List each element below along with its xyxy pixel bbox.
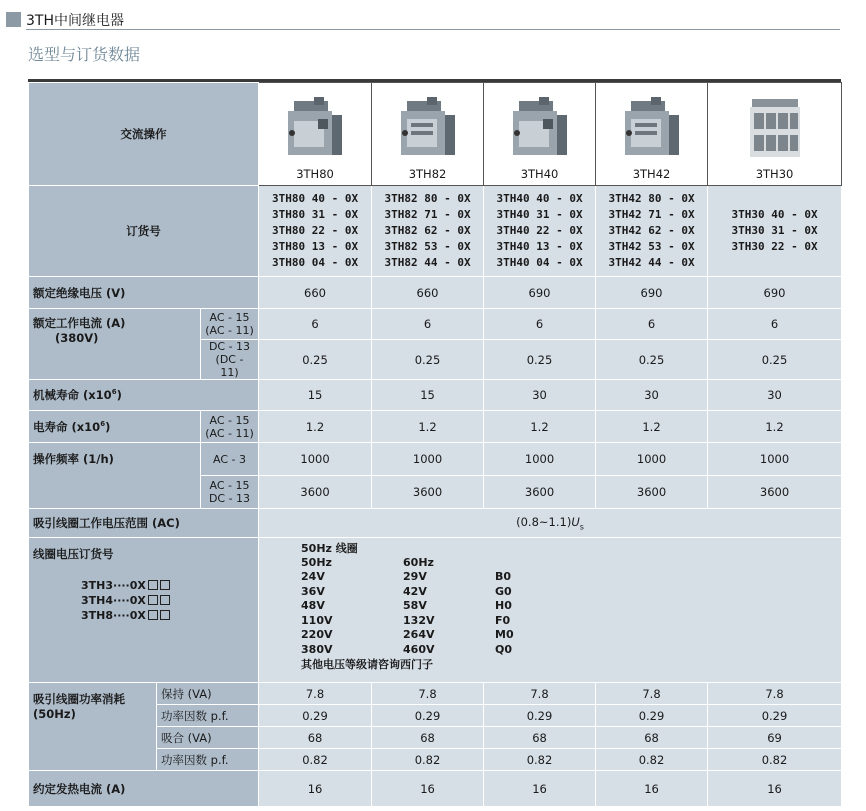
row-thermal-current xyxy=(29,771,842,807)
checkbox-icon xyxy=(148,580,158,590)
order-cell-3th42 xyxy=(596,186,708,277)
voltage-code: B0 xyxy=(495,570,512,583)
label-power-line1: 吸引线圈功率消耗 xyxy=(33,692,125,706)
value-cell: 30 xyxy=(484,380,596,411)
value-cell: 0.82 xyxy=(596,749,708,771)
product-cell-3th40 xyxy=(484,83,596,186)
voltage-code: H0 xyxy=(495,599,512,612)
value-cell: 1.2 xyxy=(259,411,372,443)
value-cell: 16 xyxy=(372,771,484,807)
value-cell: 1000 xyxy=(708,443,842,476)
category-ac3: AC - 3 xyxy=(201,443,259,476)
value-cell: 0.25 xyxy=(484,340,596,380)
label-current xyxy=(29,309,201,380)
value-cell: 0.29 xyxy=(708,705,842,727)
value-cell: 16 xyxy=(259,771,372,807)
order-code: 3TH30 31 - 0X xyxy=(731,224,818,237)
coil-order-values xyxy=(259,538,842,683)
value-cell: 3600 xyxy=(372,476,484,509)
value-cell: 1000 xyxy=(596,443,708,476)
model-label-3th80: 3TH80 xyxy=(296,167,334,181)
row-power-hold xyxy=(29,683,842,705)
coil-head-60hz: 60Hz xyxy=(403,556,434,569)
label-text: ) xyxy=(105,419,111,434)
label-text: ) xyxy=(116,388,122,402)
order-code: 3TH30 22 - 0X xyxy=(731,240,818,253)
range-symbol: U xyxy=(571,514,580,529)
row-frequency-ac3 xyxy=(29,443,842,476)
value-cell: 690 xyxy=(484,277,596,309)
label-insulation-voltage: 额定绝缘电压 (V) xyxy=(29,277,259,309)
section-title: 3TH中间继电器 xyxy=(26,13,124,29)
voltage-code: Q0 xyxy=(495,642,513,656)
order-cell-3th40 xyxy=(484,186,596,277)
row-insulation-voltage xyxy=(29,277,842,309)
order-code: 3TH40 04 - 0X xyxy=(496,256,583,269)
value-cell: 15 xyxy=(372,380,484,411)
row-mechanical-life xyxy=(29,380,842,411)
category-text: (DC - 11) xyxy=(215,353,244,379)
checkbox-icon xyxy=(160,610,170,620)
coil-code-list xyxy=(33,578,254,623)
value-cell: 15 xyxy=(259,380,372,411)
voltage-60: 42V xyxy=(403,584,427,598)
label-coil-order xyxy=(29,538,259,683)
value-cell: 1000 xyxy=(259,443,372,476)
value-cell: 0.82 xyxy=(259,749,372,771)
voltage-code: M0 xyxy=(495,628,514,641)
value-cell: 6 xyxy=(484,309,596,340)
label-text: 机械寿命 (x10 xyxy=(33,388,112,402)
coil-code xyxy=(81,608,254,623)
exponent: 6 xyxy=(111,388,117,397)
section-header xyxy=(6,8,840,30)
header-rule xyxy=(26,29,840,30)
value-cell: 0.25 xyxy=(596,340,708,380)
header-marker-icon xyxy=(6,12,21,27)
category-dc13 xyxy=(201,340,259,380)
product-cell-3th42 xyxy=(596,83,708,186)
voltage-50: 110V xyxy=(301,613,333,627)
order-cell-3th30 xyxy=(708,186,842,277)
coil-code-text: 3TH4····0X xyxy=(81,594,146,607)
coil-order-note: 其他电压等级请咨询西门子 xyxy=(301,658,434,671)
relay-3th80-image xyxy=(284,97,346,159)
value-cell: 6 xyxy=(708,309,842,340)
relay-3th40-image xyxy=(509,97,571,159)
value-cell: 6 xyxy=(596,309,708,340)
value-cell: 16 xyxy=(484,771,596,807)
value-cell: 690 xyxy=(708,277,842,309)
order-code: 3TH40 31 - 0X xyxy=(496,208,583,221)
voltage-50: 380V xyxy=(301,642,333,656)
order-code: 3TH42 62 - 0X xyxy=(608,224,695,237)
value-cell: 6 xyxy=(259,309,372,340)
voltage-50: 48V xyxy=(301,599,325,612)
order-code: 3TH40 22 - 0X xyxy=(496,224,583,237)
product-cell-3th80 xyxy=(259,83,372,186)
value-cell: 3600 xyxy=(708,476,842,509)
voltage-60: 460V xyxy=(403,642,435,656)
label-electrical-life xyxy=(29,411,201,443)
label-pull: 吸合 (VA) xyxy=(157,727,259,749)
checkbox-icon xyxy=(160,580,170,590)
category-text: DC - 13 xyxy=(208,340,251,353)
label-pf: 功率因数 p.f. xyxy=(157,705,259,727)
value-cell: 3600 xyxy=(484,476,596,509)
order-code: 3TH82 53 - 0X xyxy=(384,240,471,253)
coil-head-50hz: 50Hz xyxy=(301,556,332,569)
order-code: 3TH40 40 - 0X xyxy=(496,192,583,205)
order-code: 3TH42 71 - 0X xyxy=(608,208,695,221)
value-cell: 7.8 xyxy=(259,683,372,705)
range-text: (0.8~1.1) xyxy=(516,514,572,529)
coil-col-50 xyxy=(301,570,332,657)
product-cell-3th30 xyxy=(708,83,842,186)
value-cell: 1.2 xyxy=(708,411,842,443)
relay-3th42-image xyxy=(621,97,683,159)
value-cell: 3600 xyxy=(259,476,372,509)
label-current-line2: (380V) xyxy=(55,331,99,345)
label-op-frequency: 操作频率 (1/h) xyxy=(29,443,201,509)
row-electrical-life xyxy=(29,411,842,443)
order-code: 3TH82 62 - 0X xyxy=(384,224,471,237)
category-text: AC - 15 xyxy=(209,479,250,492)
value-cell: 0.29 xyxy=(259,705,372,727)
relay-3th30-image xyxy=(744,97,806,159)
value-cell: 1000 xyxy=(372,443,484,476)
label-text: 电寿命 (x10 xyxy=(33,419,101,434)
value-cell: 3600 xyxy=(596,476,708,509)
value-cell: 660 xyxy=(259,277,372,309)
value-cell: 0.82 xyxy=(708,749,842,771)
label-coil-range: 吸引线圈工作电压范围 (AC) xyxy=(29,509,259,538)
exponent: 6 xyxy=(100,419,106,428)
value-cell: 0.25 xyxy=(708,340,842,380)
checkbox-icon xyxy=(148,610,158,620)
value-cell: 0.25 xyxy=(372,340,484,380)
value-cell: 7.8 xyxy=(596,683,708,705)
label-thermal-current: 约定发热电流 (A) xyxy=(29,771,259,807)
category-ac15 xyxy=(201,411,259,443)
value-cell: 6 xyxy=(372,309,484,340)
category-text: DC - 13 xyxy=(208,492,251,505)
coil-code-text: 3TH3····0X xyxy=(81,579,146,592)
model-label-3th40: 3TH40 xyxy=(520,167,559,181)
value-cell: 30 xyxy=(708,380,842,411)
coil-order-grid xyxy=(259,538,841,681)
order-code: 3TH80 13 - 0X xyxy=(271,240,359,253)
label-hold: 保持 (VA) xyxy=(157,683,259,705)
value-cell: 30 xyxy=(596,380,708,411)
value-cell: 68 xyxy=(372,727,484,749)
coil-code xyxy=(81,578,254,593)
voltage-60: 29V xyxy=(403,570,427,583)
model-label-3th82: 3TH82 xyxy=(408,167,447,181)
voltage-50: 24V xyxy=(301,570,325,583)
order-cell-3th80 xyxy=(259,186,372,277)
voltage-50: 36V xyxy=(301,584,325,598)
label-power xyxy=(29,683,157,771)
order-code: 3TH80 04 - 0X xyxy=(271,256,359,269)
order-code: 3TH82 71 - 0X xyxy=(384,208,471,221)
category-text: AC - 15 xyxy=(209,413,250,427)
value-cell: 16 xyxy=(708,771,842,807)
value-cell: 16 xyxy=(596,771,708,807)
order-code: 3TH42 53 - 0X xyxy=(608,240,695,253)
checkbox-icon xyxy=(160,595,170,605)
label-pf: 功率因数 p.f. xyxy=(157,749,259,771)
model-label-3th42: 3TH42 xyxy=(632,167,671,181)
checkbox-icon xyxy=(148,595,158,605)
value-cell: 69 xyxy=(708,727,842,749)
value-cell: 0.25 xyxy=(259,340,372,380)
value-cell: 1.2 xyxy=(596,411,708,443)
order-code: 3TH30 40 - 0X xyxy=(731,208,818,221)
order-code: 3TH82 80 - 0X xyxy=(384,192,471,205)
voltage-60: 58V xyxy=(403,599,427,612)
value-cell: 7.8 xyxy=(484,683,596,705)
value-cell: 690 xyxy=(596,277,708,309)
value-cell: 68 xyxy=(596,727,708,749)
category-text: (AC - 11) xyxy=(205,324,254,337)
order-cell-3th82 xyxy=(372,186,484,277)
row-coil-order xyxy=(29,538,842,683)
label-current-line1: 额定工作电流 (A) xyxy=(33,316,126,330)
page-subtitle: 选型与订货数据 xyxy=(28,45,141,64)
voltage-60: 264V xyxy=(403,628,435,641)
order-code: 3TH82 44 - 0X xyxy=(384,256,471,269)
value-cell: 0.29 xyxy=(596,705,708,727)
category-ac15 xyxy=(201,309,259,340)
row-order-number xyxy=(29,186,842,277)
label-mechanical-life xyxy=(29,380,259,411)
relay-3th82-image xyxy=(397,97,459,159)
voltage-50: 220V xyxy=(301,628,333,641)
category-ac15-dc13 xyxy=(201,476,259,509)
model-label-3th30: 3TH30 xyxy=(755,167,794,181)
value-cell: 0.82 xyxy=(484,749,596,771)
voltage-code: G0 xyxy=(495,584,512,598)
value-cell: 68 xyxy=(484,727,596,749)
range-subscript: s xyxy=(579,522,584,532)
value-cell: 0.82 xyxy=(372,749,484,771)
coil-code-text: 3TH8····0X xyxy=(81,609,146,622)
selection-table xyxy=(28,82,842,807)
value-cell: 660 xyxy=(372,277,484,309)
value-cell: 1.2 xyxy=(484,411,596,443)
category-text: (AC - 11) xyxy=(205,426,254,440)
order-code: 3TH42 44 - 0X xyxy=(608,256,695,269)
label-order-number: 订货号 xyxy=(29,186,259,277)
label-coil-order-text: 线圈电压订货号 xyxy=(33,547,114,561)
row-ac-operation xyxy=(29,83,842,186)
order-code: 3TH40 13 - 0X xyxy=(496,240,583,253)
order-code: 3TH42 80 - 0X xyxy=(608,192,695,205)
voltage-code: F0 xyxy=(495,613,511,627)
order-code: 3TH80 31 - 0X xyxy=(271,208,359,221)
label-ac-operation: 交流操作 xyxy=(29,83,259,186)
order-code: 3TH80 22 - 0X xyxy=(271,224,359,237)
row-current-ac xyxy=(29,309,842,340)
value-cell: 0.29 xyxy=(372,705,484,727)
value-cell: 1000 xyxy=(484,443,596,476)
voltage-60: 132V xyxy=(403,613,435,627)
row-coil-range xyxy=(29,509,842,538)
coil-code xyxy=(81,593,254,608)
category-text: AC - 15 xyxy=(209,311,250,324)
value-cell: 1.2 xyxy=(372,411,484,443)
value-cell: 0.29 xyxy=(484,705,596,727)
product-cell-3th82 xyxy=(372,83,484,186)
order-code: 3TH80 40 - 0X xyxy=(271,192,359,205)
coil-head-50hz-coil: 50Hz 线圈 xyxy=(301,542,358,555)
value-cell: 7.8 xyxy=(372,683,484,705)
value-cell: 7.8 xyxy=(708,683,842,705)
label-power-line2: (50Hz) xyxy=(33,707,76,721)
coil-col-60 xyxy=(403,570,434,657)
value-cell: 68 xyxy=(259,727,372,749)
coil-col-code xyxy=(495,570,514,657)
value-coil-range xyxy=(259,509,842,538)
